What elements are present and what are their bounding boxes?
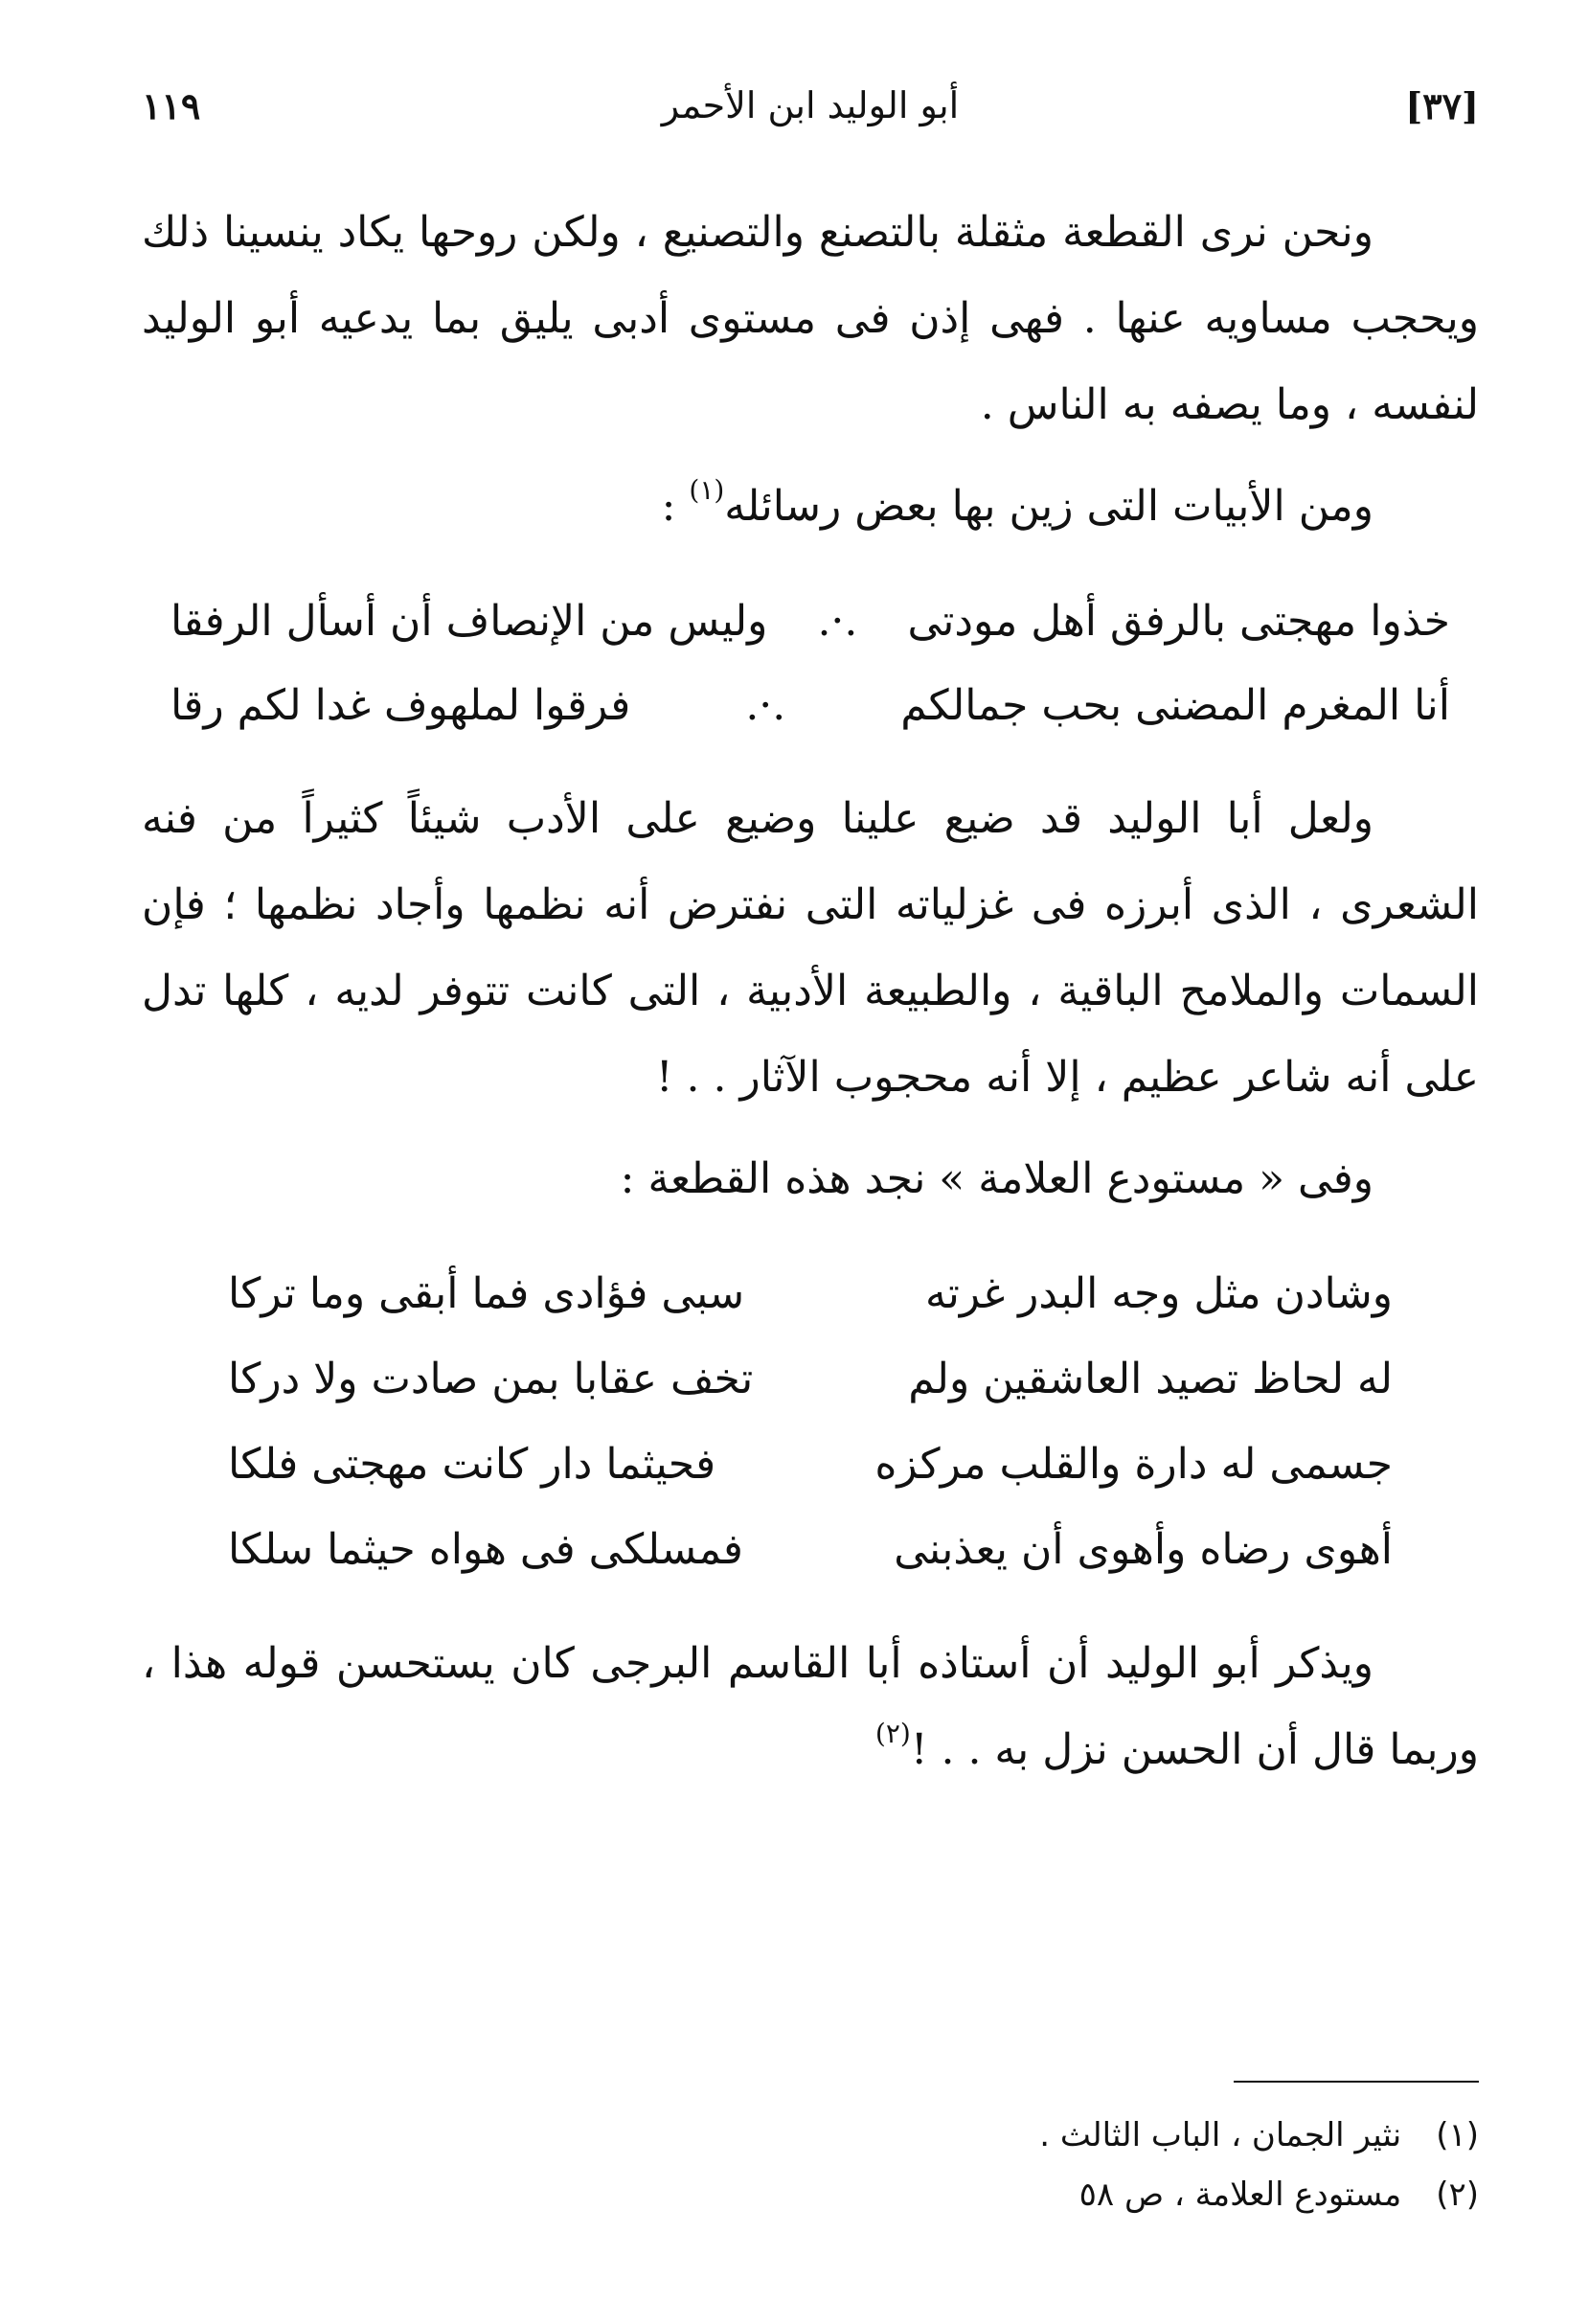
verse-second-hemistich: تخف عقابا بمن صادت ولا دركا bbox=[228, 1355, 754, 1403]
footnote-item bbox=[1039, 2106, 1479, 2165]
paragraph-2-text: ومن الأبيات التى زين بها بعض رسائله bbox=[724, 482, 1373, 531]
paragraph-2 bbox=[142, 464, 1479, 550]
paragraph-2-colon: : bbox=[661, 482, 690, 531]
verses-block-1 bbox=[142, 579, 1479, 747]
verse-separator: .·. bbox=[817, 597, 858, 646]
verse-second-hemistich: سبى فؤادى فما أبقى وما تركا bbox=[228, 1269, 745, 1318]
section-number: [٣٧] bbox=[1405, 84, 1479, 127]
footnote-text: مستودع العلامة ، ص ٥٨ bbox=[1078, 2176, 1402, 2214]
verse-second-hemistich: وليس من الإنصاف أن أسأل الرفقا bbox=[170, 597, 768, 646]
book-page bbox=[142, 84, 1479, 2278]
verse-line bbox=[170, 579, 1450, 663]
paragraph-4: وفى « مستودع العلامة » نجد هذه القطعة : bbox=[620, 1154, 1373, 1203]
verse-first-hemistich: خذوا مهجتى بالرفق أهل مودتى bbox=[907, 597, 1450, 646]
footnote-divider bbox=[1234, 2081, 1479, 2083]
footnote-marker-1: (١) bbox=[689, 474, 725, 506]
verse-first-hemistich: وشادن مثل وجه البدر غرته bbox=[925, 1269, 1393, 1318]
verse-separator: .·. bbox=[745, 681, 786, 730]
running-title: أبو الوليد ابن الأحمر bbox=[661, 84, 960, 126]
verse-second-hemistich: فرقوا لملهوف غدا لكم رقا bbox=[170, 681, 631, 730]
paragraph-1: ونحن نرى القطعة مثقلة بالتصنع والتصنيع ، ولكن روحها يكاد ينسينا ذلك ويحجب مساويه عنها . فهى إذن فى مستوى أدبى يليق بما يدعيه أبو الوليد لنفسه ، وما يصفه به الناس . bbox=[142, 208, 1479, 429]
footnote-text: نثير الجمان ، الباب الثالث . bbox=[1039, 2116, 1402, 2154]
footnotes bbox=[1039, 2106, 1479, 2224]
verse-second-hemistich: فمسلكى فى هواه حيثما سلكا bbox=[228, 1525, 743, 1574]
footnote-item bbox=[1039, 2165, 1479, 2224]
verse-line bbox=[228, 1422, 1393, 1507]
verse-first-hemistich: جسمى له دارة والقلب مركزه bbox=[874, 1440, 1393, 1489]
paragraph-5-text: ويذكر أبو الوليد أن أستاذه أبا القاسم البرجى كان يستحسن قوله هذا ، وربما قال أن الحسن نزل به . . ! bbox=[142, 1639, 1479, 1774]
paragraph-3: ولعل أبا الوليد قد ضيع علينا وضيع على الأدب شيئاً كثيراً من فنه الشعرى ، الذى أبرزه فى غزلياته التى نفترض أنه نظمها وأجاد نظمها ؛ فإن السمات والملامح الباقية ، والطبيعة الأدبية ، التى كانت تتوفر لديه ، كلها تدل على أنه شاعر عظيم ، إلا أنه محجوب الآثار . . ! bbox=[142, 794, 1480, 1102]
page-header bbox=[142, 84, 1479, 151]
verse-line bbox=[228, 1507, 1393, 1592]
verse-line bbox=[170, 663, 1450, 747]
footnote-number: (٢) bbox=[1436, 2176, 1479, 2214]
verse-second-hemistich: فحيثما دار كانت مهجتى فلكا bbox=[228, 1440, 716, 1489]
verse-first-hemistich: أهوى رضاه وأهوى أن يعذبنى bbox=[894, 1525, 1393, 1574]
verse-first-hemistich: أنا المغرم المضنى بحب جمالكم bbox=[900, 681, 1450, 730]
footnote-number: (١) bbox=[1436, 2116, 1479, 2154]
paragraph-5 bbox=[142, 1621, 1479, 1793]
footnote-marker-2: (٢) bbox=[874, 1718, 911, 1749]
page-number: ١١٩ bbox=[142, 84, 201, 127]
verse-line bbox=[228, 1251, 1393, 1336]
main-text bbox=[142, 190, 1479, 1793]
verse-line bbox=[228, 1336, 1393, 1422]
verse-first-hemistich: له لحاظ تصيد العاشقين ولم bbox=[908, 1355, 1393, 1403]
verses-block-2 bbox=[142, 1251, 1479, 1592]
